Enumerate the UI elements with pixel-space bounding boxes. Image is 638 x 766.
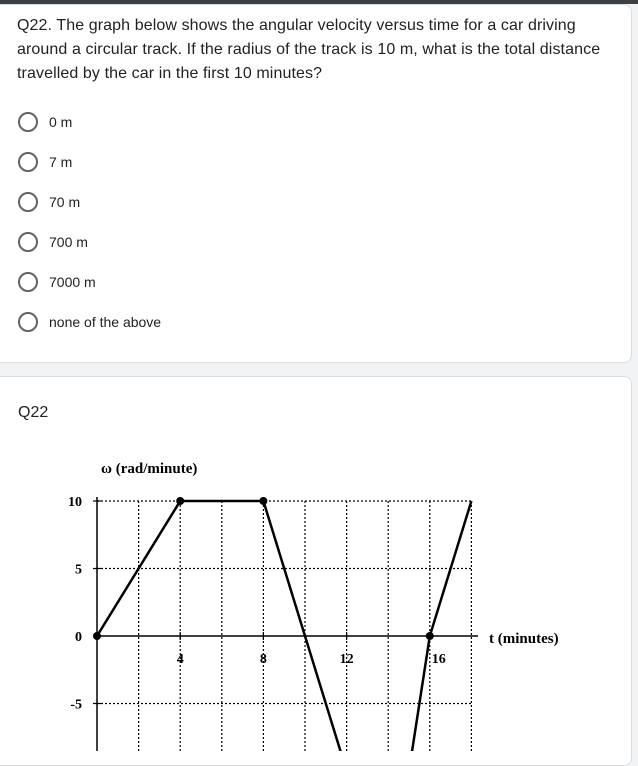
figure-card-title: Q22: [18, 404, 49, 421]
figure-card: [0, 376, 632, 766]
option-label: 0 m: [49, 114, 73, 130]
radio-circle-icon[interactable]: [18, 312, 38, 332]
radio-circle-icon[interactable]: [18, 272, 38, 292]
option-label: 7 m: [49, 154, 73, 170]
x-axis-label: t (minutes): [489, 631, 559, 647]
option-label: none of the above: [49, 314, 162, 330]
radio-circle-icon[interactable]: [18, 152, 38, 172]
data-point: [259, 497, 267, 505]
option-label: 7000 m: [49, 274, 96, 290]
y-axis-label: ω (rad/minute): [101, 461, 198, 477]
x-tick-label: 12: [339, 652, 354, 667]
option-label: 700 m: [49, 234, 88, 250]
radio-circle-icon[interactable]: [18, 192, 38, 212]
y-tick-label: 0: [75, 630, 82, 645]
data-point: [426, 632, 434, 640]
data-point: [93, 632, 101, 640]
data-point: [176, 497, 184, 505]
x-tick-label: 16: [431, 652, 446, 667]
y-tick-label: 5: [75, 562, 82, 578]
series-line: [97, 501, 471, 751]
question-card: [0, 4, 632, 363]
radio-circle-icon[interactable]: [18, 232, 38, 252]
y-tick-label: -5: [70, 697, 82, 713]
radio-circle-icon[interactable]: [18, 112, 38, 132]
x-tick-label: 8: [259, 652, 267, 667]
question-text: Q22. The graph below shows the angular velocity versus time for a car driving around a circular track. If the radius of the track is 10 m, what is the total distance travelled by the car in the first 10 minutes?: [17, 17, 601, 82]
angular-velocity-graph: [0, 377, 632, 751]
option-label: 70 m: [49, 194, 81, 210]
y-tick-label: 10: [68, 495, 82, 510]
x-tick-label: 4: [176, 652, 184, 667]
